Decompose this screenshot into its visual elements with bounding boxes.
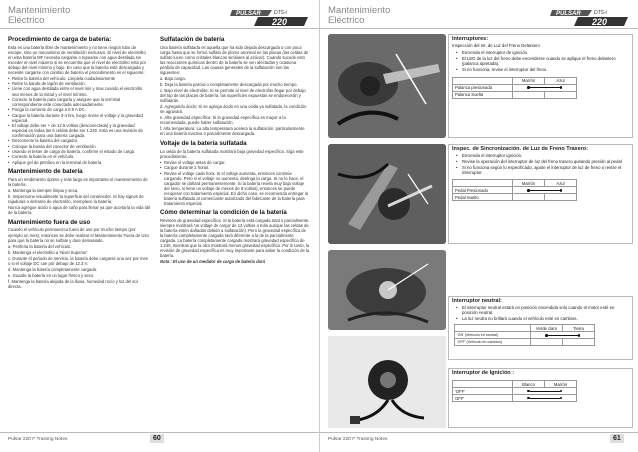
paragraph: Una batería sulfatada es aquella que ha sido dejada descargada o con poca carga hasta que se formó sulfato de plomo anormal en las placas (las celdas de sulfato lucen como cristales blancos similares al azúcar). Cuando sucede esto las reacciones químicas dentro de la batería se ven afectadas y ocasiona pérdida de capacidad. Las causas generales de la sulfatación son las siguientes: (160, 44, 309, 75)
continuity-cell (513, 395, 577, 402)
list-line: a. Baja carga. (160, 75, 186, 81)
continuity-table (452, 380, 577, 402)
footer-text: Pulsar 220 F Training Notes (328, 437, 388, 442)
box-title: Inspec. de Sincronización. de Luz de Freno Trasero: (452, 146, 589, 152)
row-label: Pedal Presionado (453, 187, 513, 194)
section-heading: Mantenimiento fuera de uso (8, 218, 91, 226)
neutral-switch-box (448, 296, 633, 360)
row-label: Palanca presionada (453, 84, 513, 91)
row-label: 'OFF' (Vehículo en cambios) (455, 339, 531, 346)
list-item: • Revise el voltaje antes de cargar. (160, 160, 310, 165)
column-header: Verde claro (531, 325, 563, 332)
list-item: • Ponga la corriente de carga a 0.9 A DC. (8, 107, 150, 112)
header-line-2: Eléctrico (328, 15, 365, 26)
box-title: Interruptor de Ignición : (452, 370, 515, 376)
bullet-list (452, 50, 629, 72)
svg-text:DTS-i: DTS-i (274, 10, 287, 16)
header-line-1: Mantenimiento (8, 5, 71, 16)
column-header: Marrón (545, 381, 577, 388)
svg-text:PULSAR: PULSAR (236, 11, 261, 17)
table-row (453, 194, 577, 201)
list-item: • Cargue durante 2 horas. (160, 165, 310, 170)
bullet-list (452, 305, 629, 321)
table-row (453, 395, 577, 402)
row-label: Pedal Suelto (453, 194, 513, 201)
list-item: • El LED de la luz del freno debe encenderse cuando se aplique el freno delantero (palanca apretada). (452, 56, 629, 66)
page-number: 60 (150, 434, 164, 443)
list-item: • Conecte la batería para cargarla y asegure que la terminal correspondiente esté conectada adecuadamente. (8, 97, 150, 107)
table-row (453, 91, 577, 98)
section-heading: Procedimiento de carga de batería: (8, 36, 112, 43)
page-number: 61 (610, 434, 624, 443)
list-item: • Aplique gel de petróleo en la terminal de batería. (8, 160, 150, 165)
table-row (455, 332, 595, 339)
paragraph: La celda de la batería sulfatada mostrará baja gravedad específica. Siga este procedimiento. (160, 148, 304, 159)
footer-text: Pulsar 220 F Training Notes (8, 437, 68, 442)
list-item: • Retire la batería del vehículo. Limpiela cuidadosamente (8, 76, 150, 81)
rear-brake-switch-box (448, 144, 633, 244)
paragraph: Para un rendimiento óptimo y más largo es importante el mantenimiento de la batería. (8, 176, 148, 187)
list-item: • Usando el tester de carga de batería, confirme el estado de carga. (8, 149, 150, 154)
list-item: • Coloque la banda del conector de ventilación (8, 144, 150, 149)
neutral-switch-photo (328, 250, 446, 330)
svg-text:220: 220 (592, 17, 608, 27)
list-line: d. Agregando ácido: Si se agrega ácido en una celda ya sulfatada, la condición se agravará. (160, 104, 307, 115)
header-title (8, 6, 70, 26)
bullet-list (452, 153, 629, 175)
section-heading: Voltaje de la batería sulfatada (160, 140, 247, 148)
svg-text:220: 220 (272, 17, 288, 27)
header-rule (0, 28, 319, 29)
header-rule (320, 28, 638, 29)
continuity-table (454, 324, 595, 346)
row-label: 'ON' (Vehículo en neutral) (455, 332, 531, 339)
list-item: • Si no funciona según lo especificado, ajuste el interruptor de luz de freno o revise el interruptor. (452, 165, 629, 175)
box-title: Interruptores: (452, 36, 489, 42)
front-brake-switch-box (448, 34, 633, 138)
list-line: f. Alta temperatura: La alta temperatura acelera la sulfatación, particularmente en una batería inactiva o parcialmente descargada. (160, 126, 305, 137)
svg-text:DTS-i: DTS-i (594, 10, 607, 16)
left-column-1 (8, 36, 150, 290)
list-line: a. Mantenga la siempre limpia y seca, (8, 187, 79, 193)
list-line: c. Bajo nivel de electrolito: Si se permite al nivel de electrolito llegar por debajo del top de las placas de batería, las superficies expuestas se endurecerán y sulfatarán. (160, 87, 306, 103)
list-item: • Llene con agua destilada entre el nivel min y max cuando el electrolito sea menos de la mitad y el nivel mínimo. (8, 86, 150, 96)
continuity-cell (513, 388, 577, 395)
list-line: b. Mantenga el electrolito a 'Nivel Superior'. (8, 249, 89, 255)
rear-brake-photo (328, 144, 446, 244)
footer-rule (0, 432, 319, 433)
bullet-list (160, 160, 310, 206)
row-label: 'OFF' (453, 388, 513, 395)
header-line-1: Mantenimiento (328, 5, 391, 16)
continuity-table (452, 179, 577, 201)
brake-lever-photo (328, 34, 446, 138)
list-line: b. Deja la batería parcial o completamente descargada por mucho tiempo. (160, 81, 298, 87)
table-row (455, 339, 595, 346)
right-page (319, 0, 638, 452)
pulsar-logo (548, 4, 630, 28)
list-item: • Conecte la batería en el vehículo. (8, 154, 150, 159)
list-line: d. Mantenga la batería completamente cargada. (8, 266, 98, 272)
list-item: • Cargue la batería durante 3-4 hrs, luego revise el voltaje y la gravedad especial. (8, 113, 150, 123)
header-title (328, 6, 390, 26)
box-title: Interruptor neutral: (452, 298, 502, 304)
list-item: • Retire la banda de tapón de ventilación. (8, 81, 150, 86)
section-heading: Sulfatación de batería (160, 36, 225, 43)
continuity-cell (531, 332, 595, 339)
table-row (453, 187, 577, 194)
list-line: c. Durante el periodo de servicio, la batería debe cargarse una vez por mes o si el voltaje DC cae por debajo de 12.3 V. (8, 255, 148, 266)
list-line: Nunca agregue ácido o agua de caño para llenar ya que acortaría la vida útil de la batería. (8, 204, 151, 215)
list-item: • El interruptor neutral estará en posición encendida solo cuando el motor esté en posición neutral. (452, 305, 629, 315)
column-header: Marrón (513, 77, 545, 84)
left-column-2 (160, 36, 310, 265)
list-item: • Encienda el interruptor ignición. (452, 153, 629, 158)
continuity-cell (513, 187, 577, 194)
paragraph: Revisión de gravedad específica: Si la batería está cargada total o parcialmente, siempre mostrará 'un voltaje de carga' de 12 voltios o más aunque las celdas de la batería estén dañadas debido a sulfatación). Pero la gravedad específica de la batería completamente cargada será diferente a la de la parcialmente cargada. La batería completamente cargada mostrará gravedad específica de 1.240, mientras que la otra mostrará menos gravedad específica. Por lo tanto, la revisión de gravedad específica es muy importante para saber la condición de la batería. (160, 217, 310, 259)
table-row (453, 388, 577, 395)
list-item: • Encienda el interruptor de ignición. (452, 50, 629, 55)
ignition-switch-photo (328, 336, 446, 428)
continuity-table (452, 77, 577, 99)
list-item: • Si no funciona, revise el interruptor del freno. (452, 67, 629, 72)
list-line: b. Inspeccione visualmente la superficie del contenedor. Si hay signos de rajaduras o derrame de electrolito, reemplace la batería. (8, 193, 144, 204)
list-item: • El voltaje debe ser + de 12.5 voltios (desconectada) y la gravedad especial en todas las 6 celdas debe ser 1.240. Esta es una revisión de confirmación para una batería cargada. (8, 123, 150, 138)
ignition-switch-box (448, 368, 633, 428)
list-line: e. Guarde la batería en un lugar fresco y seco. (8, 272, 95, 278)
list-line: a. Periferia la batería del vehículo. (8, 243, 72, 249)
list-line: f. Mantenga la batería alejada de la lluvia, humedad rocío y luz del sol directa. (8, 278, 138, 289)
svg-text:PULSAR: PULSAR (556, 11, 581, 17)
box-subtitle: Inspección del Int. de Luz del Freno Delantero (452, 43, 540, 49)
list-item: • Revise el voltaje cada hora. Si el voltaje aumenta, entonces continúe cargando. Pero si el voltaje no aumenta, deténga la carga. Si no lo hace, el cargador se dañará permanentemente. Si la batería revela muy baja voltaje del sexo, si tiene un voltaje de menos de 9 voltios), entonces se puede recuperar con tratamiento especial. En dicho caso, se recomienda entregar la batería sulfatada al comerciante autorizado del fabricante de la batería para tratamiento especial. (160, 171, 310, 206)
note: Nota : El uso de un medidor de carga de batería dará (160, 259, 265, 265)
list-item: • Revise la operación del interruptor de luz del freno trasero quitando presión al pedal (452, 159, 629, 164)
column-header: Azul (545, 180, 577, 187)
footer-rule (320, 432, 638, 433)
table-row (453, 84, 577, 91)
header-line-2: Eléctrico (8, 15, 45, 26)
column-header: Azul (545, 77, 577, 84)
section-heading: Cómo determinar la condición de la batería (160, 209, 287, 217)
bullet-list (8, 76, 150, 165)
column-header: Blanco (513, 381, 545, 388)
continuity-cell (513, 84, 577, 91)
paragraph: Esta es una batería libre de mantenimiento y no tiene ningún tubo de escape, sino un mecanismo de ventilación exclusivo. El nivel de electrolito en esta batería MF necesita cargarse o topearse con agua destilada sin exceder el nivel máximo si se encuentra que el nivel de electrolito está por debajo del nivel mínimo y bajo. En caso que la batería esté descargada y necesite cargarse con cambio de batería el procedimiento es el siguiente: (8, 44, 147, 75)
row-label: OFF' (453, 395, 513, 402)
paragraph: Cuando el vehículo permanezca fuera de uso por mucho tiempo (por ejemplo un mes), entonces se debe realizar el Mantenimiento Fuera de Uso para que la batería no se sulfate y dure demasiado. (8, 227, 149, 243)
column-header: Tierra (563, 325, 595, 332)
column-header: Marrón (513, 180, 545, 187)
pulsar-logo (228, 4, 310, 28)
list-line: e. Alta gravedad específica: Si la gravedad específica es mayor a la recomendada, puede haber sulfatación. (160, 115, 286, 126)
section-heading: Mantenimiento de batería (8, 168, 83, 176)
list-item: • La luz neutra no brillará cuando el vehículo esté en cambios. (452, 316, 629, 321)
row-label: Palanca Suelta (453, 91, 513, 98)
list-item: • Desconecte la batería del cargador. (8, 138, 150, 143)
